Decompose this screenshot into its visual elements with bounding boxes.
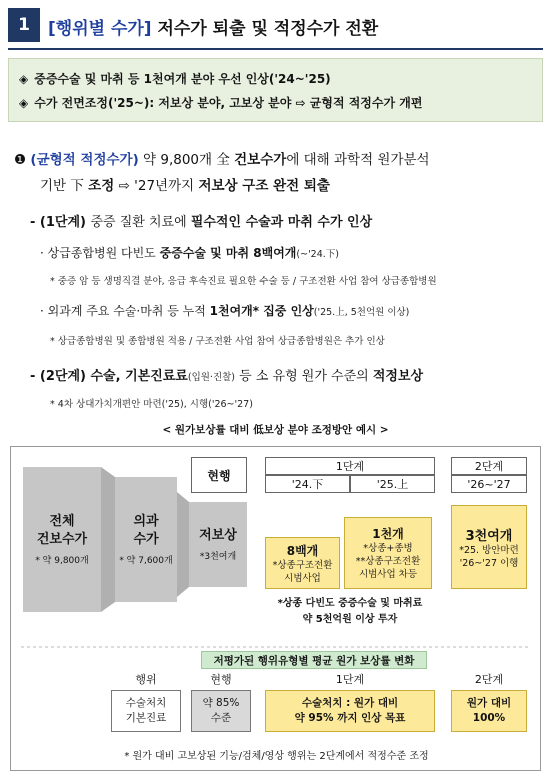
y1-big: 8백개	[286, 543, 319, 558]
stage-1-item-1	[40, 244, 339, 261]
act-box	[111, 690, 181, 732]
low-note: *3천여개	[199, 552, 237, 562]
diamond-icon: ◈	[19, 72, 29, 86]
s1-i2-c: ('25.上, 5천억원 이상)	[313, 307, 410, 318]
p1-text-c: 건보수가	[234, 152, 287, 168]
stage-2-target-box	[451, 690, 527, 732]
s1-i2-a: · 외과계 주요 수술·마취 등 누적	[40, 304, 210, 318]
s1-i2-b: 1천여개* 집중 인상	[209, 304, 314, 318]
col-stage-2: 2단계	[474, 673, 504, 686]
y2-n3: 시범사업 차등	[358, 569, 418, 580]
stage-1-note-2: * 상급종합병원 및 종합병원 적용 / 구조전환 사업 참여 상급종합병원은 추가 인상	[50, 336, 385, 347]
summary-row-1-text: 중증수술 및 마취 등 1천여개 분야 우선 인상('24~'25)	[34, 72, 331, 86]
stage-1-item-2	[40, 302, 409, 319]
medical-title-2: 수가	[133, 532, 159, 547]
diagram-caption: < 원가보상률 대비 低보상 분야 조정방안 예시 >	[162, 424, 389, 436]
act-2: 기본진료	[125, 712, 167, 724]
stage-1-line	[30, 211, 372, 230]
s2-c: (입원·진찰)	[187, 372, 236, 383]
summary-row-2	[19, 91, 532, 115]
s1-c: 필수적인 수술과 마취 수가 인상	[190, 215, 373, 230]
p1-heading: (균형적 적정수가)	[30, 152, 139, 168]
y3-big: 3천여개	[465, 528, 513, 544]
paragraph-1-line-2	[40, 174, 330, 194]
title-rest: 저수가 퇴출 및 적정수가 전환	[151, 19, 379, 39]
total-codes-box	[23, 467, 101, 612]
s2-e: 적정보상	[372, 369, 424, 384]
stage-2-note: * 4차 상대가치개편안 마련('25), 시행('26~'27)	[50, 399, 253, 410]
bullet-icon: ❶	[14, 152, 27, 168]
funnel-shape-2	[177, 492, 189, 597]
paragraph-1-line-1	[14, 148, 430, 168]
section-number: 1	[8, 8, 40, 42]
y1-n1: *상종구조전환	[272, 559, 333, 571]
cur-1: 약 85%	[202, 697, 240, 709]
s1-i1-c: (~'24.下)	[296, 249, 339, 260]
y3-n2: '26~'27 이행	[459, 557, 519, 569]
p1-l2-b: 조정	[88, 178, 115, 194]
header-stage-1-b: '25.上	[350, 475, 435, 493]
s1-i1-b: 중증수술 및 마취 8백여개	[159, 246, 297, 260]
stage-1-target-box	[265, 690, 435, 732]
medical-codes-box	[115, 477, 177, 602]
y2-big: 1천개	[372, 527, 404, 541]
summary-row-1	[19, 67, 532, 91]
investment-line-1: *상종 다빈도 중증수술 및 마취료	[277, 597, 423, 609]
act-1: 수술처치	[125, 697, 167, 709]
s1-b: 중증 질환 치료에	[90, 215, 191, 230]
total-title-1: 전체	[49, 514, 75, 529]
stage-2-line	[30, 365, 423, 384]
reimbursement-change-bar: 저평가된 행위유형별 평균 원가 보상률 변화	[201, 651, 427, 669]
header-rule	[8, 48, 543, 50]
header-stage-1-a: '24.下	[265, 475, 350, 493]
s1-i1-a: · 상급종합병원 다빈도	[40, 246, 160, 260]
title-prefix: [행위별 수가]	[48, 19, 152, 39]
adjustment-diagram	[10, 446, 541, 771]
p1-l2-d: 저보상 구조 완전 퇴출	[198, 178, 330, 194]
p1-l2-a: 기반 下	[40, 178, 89, 194]
medical-note: * 약 7,600개	[119, 556, 173, 566]
s2v-2: 100%	[472, 712, 506, 724]
total-note: * 약 9,800개	[35, 556, 89, 566]
s2-a: - (2단계) 수술,	[30, 369, 126, 384]
low-compensation-box	[189, 502, 247, 587]
header-current: 현행	[191, 457, 247, 493]
header-stage-2-a: '26~'27	[451, 475, 527, 493]
summary-box	[8, 58, 543, 122]
col-act: 행위	[135, 673, 157, 686]
stage-1b-box	[344, 517, 432, 589]
p1-text-b: 약 9,800개 全	[138, 152, 235, 168]
s2-d: 등 소 유형 원가 수준의	[235, 369, 373, 384]
stage-1a-box	[265, 537, 340, 589]
header-stage-1: 1단계	[265, 457, 435, 475]
y2-n1: *상종+종병	[363, 543, 413, 554]
cur-2: 수준	[210, 712, 232, 724]
diagram-footnote: * 원가 대비 고보상된 기능/검체/영상 행위는 2단계에서 적정수준 조정	[124, 750, 429, 762]
section-header	[8, 8, 543, 42]
s1v-2: 약 95% 까지 인상 목표	[294, 712, 406, 724]
stage-2-box	[451, 505, 527, 589]
low-title: 저보상	[199, 528, 237, 543]
funnel-shape-1	[101, 467, 115, 612]
current-rate-box	[191, 690, 251, 732]
header-stage-2: 2단계	[451, 457, 527, 475]
total-title-2: 건보수가	[36, 532, 88, 547]
s1v-1: 수술처치 : 원가 대비	[301, 697, 399, 709]
y3-n1: *25. 방안마련	[459, 544, 519, 556]
p1-l2-c: ⇨ '27년까지	[114, 178, 199, 194]
y1-n2: 시범사업	[284, 572, 321, 584]
medical-title-1: 의과	[133, 514, 159, 529]
s1-a: - (1단계)	[30, 215, 91, 230]
summary-row-2-text: 수가 전면조정('25~): 저보상 분야, 고보상 분야 ⇨ 균형적 적정수가 개편	[34, 96, 423, 110]
section-title	[48, 14, 378, 39]
y2-n2: **상종구조전환	[355, 556, 421, 567]
col-stage-1: 1단계	[335, 673, 365, 686]
stage-1-note-1: * 중증 암 등 생명직결 분야, 응급 후속진료 필요한 수술 등 / 구조전환 사업 참여 상급종합병원	[50, 276, 437, 287]
p1-text-d: 에 대해 과학적 원가분석	[286, 152, 430, 168]
investment-line-2: 약 5천억원 이상 투자	[302, 613, 398, 625]
col-current: 현행	[210, 673, 232, 686]
s2-b: 기본진료료	[125, 369, 188, 384]
diamond-icon: ◈	[19, 96, 29, 110]
s2v-1: 원가 대비	[466, 697, 512, 709]
